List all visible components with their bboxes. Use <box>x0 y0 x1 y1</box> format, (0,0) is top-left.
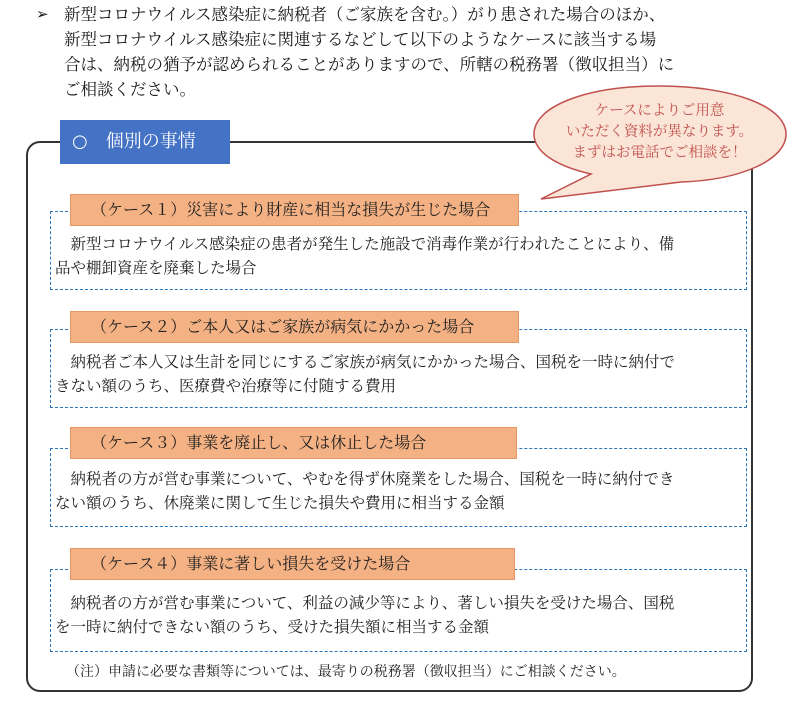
case-2-title: （ケース２）ご本人又はご家族が病気にかかった場合 <box>70 311 519 343</box>
case-body-line: 納税者の方が営む事業について、やむを得ず休廃業をした場合、国税を一時に納付でき <box>55 470 675 488</box>
case-4-body <box>55 591 743 639</box>
case-1-body <box>55 232 743 280</box>
case-body-line: 新型コロナウイルス感染症の患者が発生した施設で消毒作業が行われたことにより、備 <box>55 235 675 253</box>
footnote: （注）申請に必要な書類等については、最寄りの税務署（徴収担当）にご相談ください。 <box>66 664 626 680</box>
arrow-bullet-icon: ➢ <box>36 5 49 23</box>
case-body-line: きない額のうち、医療費や治療等に付随する費用 <box>55 377 397 395</box>
speech-bubble-text <box>531 101 788 164</box>
case-3-body <box>55 467 743 515</box>
bubble-line: ケースによりご用意 <box>594 103 725 119</box>
case-body-line: 納税者の方が営む事業について、利益の減少等により、著しい損失を受けた場合、国税 <box>55 594 675 612</box>
case-3-title: （ケース３）事業を廃止し、又は休止した場合 <box>70 427 517 459</box>
intro-line: 新型コロナウイルス感染症に納税者（ご家族を含む。）がり患された場合のほか、 <box>64 5 666 24</box>
intro-line: 新型コロナウイルス感染症に関連するなどして以下のようなケースに該当する場 <box>64 30 657 49</box>
bubble-line: まずはお電話でご相談を！ <box>572 145 747 161</box>
case-2-body <box>55 350 743 398</box>
speech-bubble <box>531 84 788 186</box>
case-4-title: （ケース４）事業に著しい損失を受けた場合 <box>70 548 515 580</box>
intro-line: ご相談ください。 <box>64 80 196 99</box>
case-body-line: 納税者ご本人又は生計を同じにするご家族が病気にかかった場合、国税を一時に納付で <box>55 353 676 371</box>
section-title: ○ 個別の事情 <box>60 120 230 164</box>
bubble-line: いただく資料が異なります。 <box>565 124 754 140</box>
case-body-line: 品や棚卸資産を廃棄した場合 <box>55 259 257 277</box>
case-body-line: を一時に納付できない額のうち、受けた損失額に相当する金額 <box>55 618 490 636</box>
intro-line: 合は、納税の猶予が認められることがありますので、所轄の税務署（徴収担当）に <box>64 55 675 74</box>
case-body-line: ない額のうち、休廃業に関して生じた損失や費用に相当する金額 <box>55 494 505 512</box>
case-1-title: （ケース１）災害により財産に相当な損失が生じた場合 <box>70 194 519 226</box>
